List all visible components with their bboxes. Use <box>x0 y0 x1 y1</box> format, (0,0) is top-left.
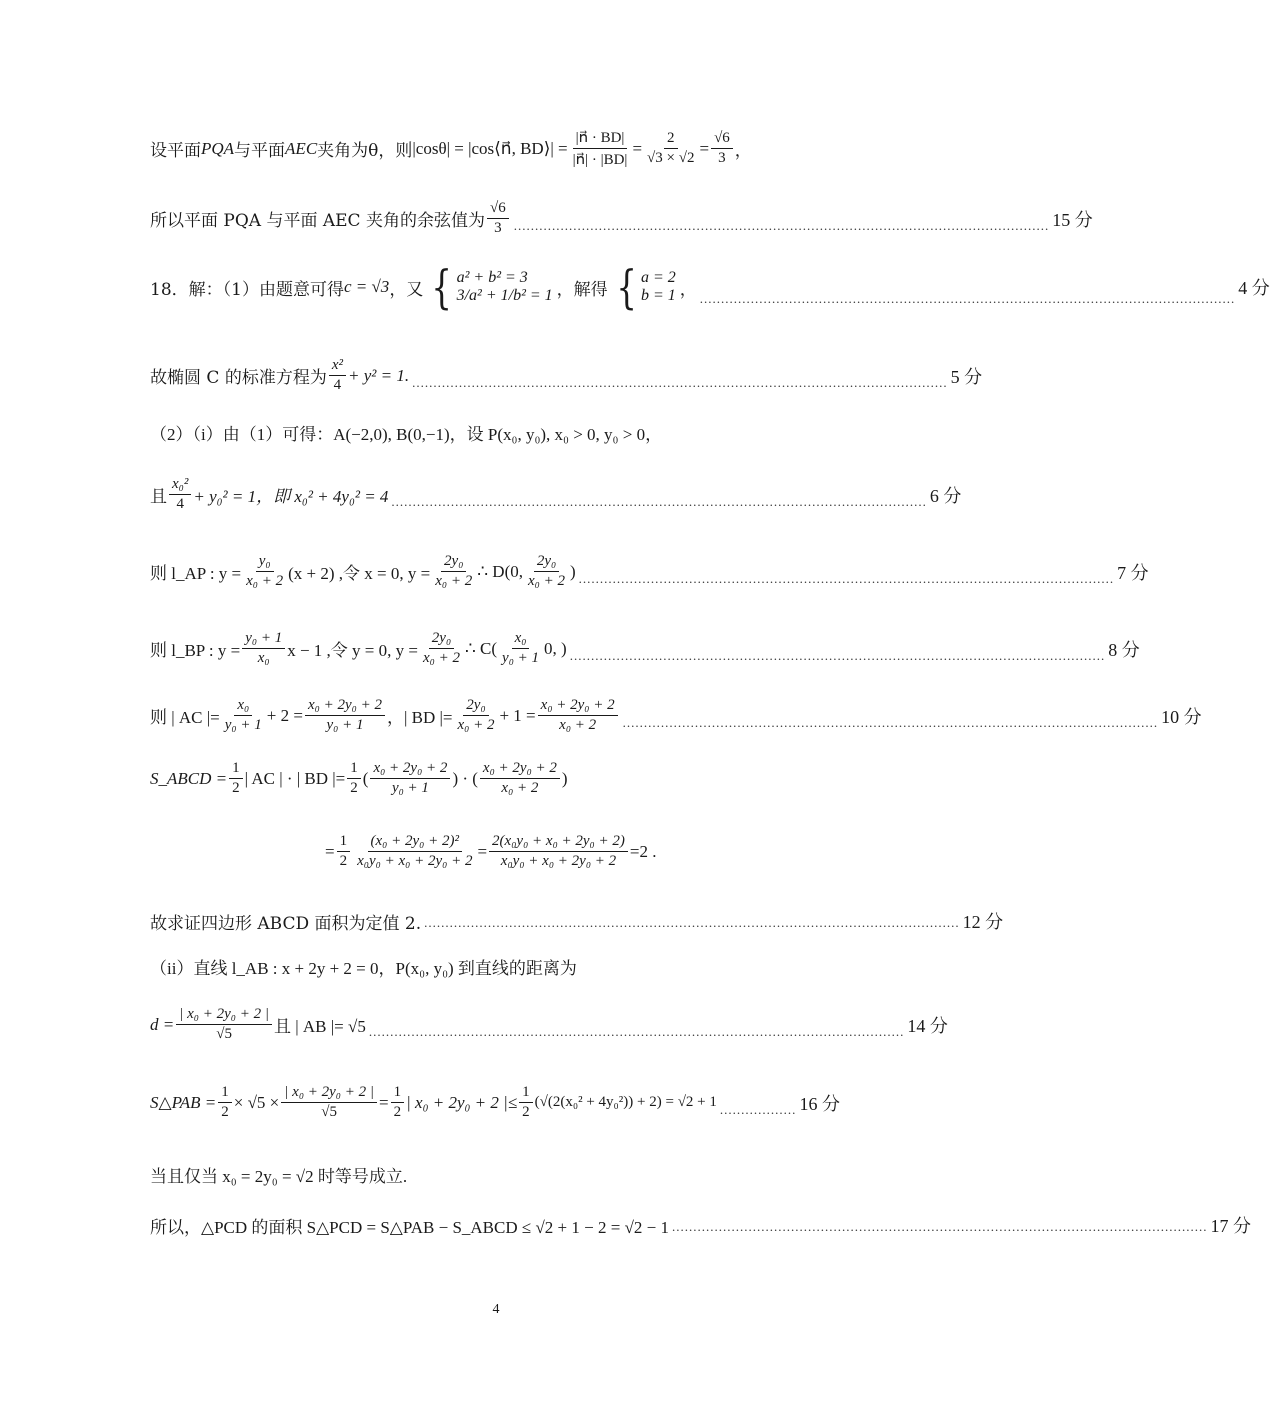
fraction: $\frac{1}{2}$ <box>218 1084 232 1121</box>
solution-system: { a = 2 b = 1 <box>616 260 676 314</box>
leader-dots: .............................................................................................................................. <box>513 218 1050 233</box>
text: = <box>379 1092 389 1112</box>
text: 所以，△PCD 的面积 S△PCD = S△PAB − S_ABCD ≤ √2 + 1 − 2 = √2 − 1 <box>150 1217 669 1237</box>
leader-dots: .............................................................................................................................. <box>412 375 948 390</box>
text: ，| BD |= <box>386 708 453 727</box>
text: 夹角为θ，则 <box>317 141 413 161</box>
leader-dots: .............................................................................................................................. <box>569 648 1106 663</box>
fraction: $\frac{1}{2}$ <box>347 760 361 797</box>
text: ∴ D(0, <box>477 561 523 581</box>
leader-dots: .................. <box>719 1102 797 1117</box>
fraction: $\frac{1}{2}$ <box>337 833 351 870</box>
leader-dots: .............................................................................................................................. <box>391 494 927 509</box>
fraction: x₀ + 2y₀ + 2 x₀ + 2 <box>480 760 560 797</box>
fraction: $\frac{\text{2(x₀y₀ + x₀ + 2y₀ + 2)}}{\text{x₀y₀ + x₀ + 2y₀ + 2}}$ <box>489 833 628 870</box>
comma: ， <box>679 279 697 300</box>
cos-expr: |cosθ| = |cos⟨n⃗, BD⟩| = <box>412 138 568 158</box>
text: = <box>325 841 335 861</box>
equals: = <box>699 138 710 158</box>
fraction: $\frac{1}{2}$ <box>229 760 243 797</box>
text: ( <box>362 768 369 788</box>
fraction: $\frac{√6}{3}$ <box>711 130 733 167</box>
text: | AC | · | BD |= <box>244 768 346 788</box>
text: 与平面 <box>234 141 286 161</box>
text: + 1 = <box>499 705 536 725</box>
fraction: $\frac{2}{√3 \times √2}$ <box>647 130 695 166</box>
text: ，又 <box>389 279 424 300</box>
line-cos-result <box>150 200 1093 237</box>
text: x − 1 ,令 y = 0, y = <box>287 641 418 660</box>
text: 且 | AB |= √5 <box>273 1017 366 1036</box>
fraction: $\frac{1}{2}$ <box>391 1084 405 1121</box>
fraction: $\frac{|n⃗ \cdot BD|}{|n⃗| \cdot |BD|}$ <box>572 130 628 168</box>
line-ellipse-eq <box>150 357 983 394</box>
text: ) · ( <box>452 768 478 788</box>
score: 8 分 <box>1108 639 1140 660</box>
fraction: $\frac{\text{2y₀}}{\text{x₀ + 2}}$ <box>435 553 473 589</box>
text: S△PAB = <box>150 1092 217 1112</box>
text: ，解得 <box>556 279 608 300</box>
fraction: $\frac{\text{| x₀ + 2y₀ + 2 |}}{√5}$ <box>281 1084 377 1121</box>
line-area-conclusion <box>150 908 1004 934</box>
text: = <box>477 841 488 861</box>
score: 10 分 <box>1161 706 1202 727</box>
fraction: $\frac{\text{x₀ + 2y₀ + 2}}{\text{y₀ + 1}}$ <box>305 697 385 734</box>
text: 当且仅当 x₀ = 2y₀ = √2 时等号成立. <box>150 1167 408 1186</box>
equation-tail: + y² = 1. <box>347 365 410 385</box>
fraction: $\frac{\text{x₀}}{\text{y₀ + 1}}$ <box>224 697 262 733</box>
score: 4 分 <box>1238 278 1270 298</box>
comma: ， <box>734 141 752 161</box>
fraction: $\frac{\text{| x₀ + 2y₀ + 2 |}}{√5}$ <box>176 1006 272 1043</box>
text: 则 | AC |= <box>150 708 220 727</box>
text: (√(2(x₀² + 4y₀²)) + 2) = √2 + 1 <box>534 1094 717 1110</box>
leader-dots: .............................................................................................................................. <box>671 1219 1208 1234</box>
text: ) <box>561 768 568 788</box>
text: 设平面 <box>150 141 201 161</box>
fraction: x₀² 4 <box>169 476 191 513</box>
score: 5 分 <box>950 366 983 387</box>
score: 16 分 <box>799 1093 840 1114</box>
line-lap <box>150 553 1149 590</box>
fraction: $\frac{\text{y₀}}{\text{x₀ + 2}}$ <box>246 553 284 589</box>
fraction: √6 3 <box>487 200 509 237</box>
line-area-abcd <box>150 760 840 797</box>
leader-dots: .............................................................................................................................. <box>424 915 960 930</box>
text: + 2 = <box>266 705 303 725</box>
text: ∴ C( <box>464 638 498 658</box>
line-lbp <box>150 630 1140 667</box>
fraction: x² 4 <box>329 357 346 394</box>
line-angle-cos <box>150 128 840 169</box>
leader-dots: .............................................................................................................................. <box>578 571 1115 586</box>
fraction: $\frac{1}{2}$ <box>519 1084 533 1121</box>
text: ) <box>570 561 576 581</box>
fraction: x₀ + 2y₀ + 2 y₀ + 1 <box>370 760 450 797</box>
fraction: $\frac{\text{2y₀}}{\text{x₀ + 2}}$ <box>422 630 460 666</box>
text: S_ABCD = <box>150 768 228 788</box>
line-part-ii <box>150 954 840 979</box>
line-area-calc <box>325 833 825 870</box>
line-area-pab <box>150 1084 840 1121</box>
text: 故椭圆 C 的标准方程为 <box>150 368 327 388</box>
line-q18 <box>150 260 1270 314</box>
page-number: 4 <box>492 1302 500 1317</box>
fraction: x₀ y₀ + 1 <box>502 630 540 666</box>
fraction: $\frac{\text{x₀ + 2y₀ + 2}}{\text{x₀ + 2}}$ <box>538 697 618 734</box>
text: 且 <box>150 487 167 507</box>
leader-dots: .............................................................................................................................. <box>699 291 1236 306</box>
text: | x₀ + 2y₀ + 2 |≤ <box>406 1092 518 1112</box>
line-ellipse-point <box>150 476 962 513</box>
line-part2 <box>150 420 840 445</box>
equals: = <box>632 138 643 158</box>
line-equality <box>150 1162 840 1187</box>
line-distance <box>150 1006 948 1043</box>
score: 7 分 <box>1117 562 1149 583</box>
plane-pqa: PQA <box>201 138 235 158</box>
leader-dots: .............................................................................................................................. <box>368 1024 905 1039</box>
c-value: c = √3 <box>343 277 390 296</box>
score: 14 分 <box>907 1015 948 1036</box>
fraction: 2y₀ x₀ + 2 <box>528 553 565 589</box>
leader-dots: .............................................................................................................................. <box>622 715 1159 730</box>
text: 则 l_BP : y = <box>150 641 241 660</box>
text: × √5 × <box>233 1092 280 1112</box>
text: 18．解：（1）由题意可得 <box>150 279 344 300</box>
score: 17 分 <box>1210 1216 1251 1236</box>
line-area-pcd <box>150 1212 1251 1238</box>
fraction: $\frac{\text{(x₀ + 2y₀ + 2)²}}{\text{x₀y₀ + x₀ + 2y₀ + 2}}$ <box>357 833 473 869</box>
text: 0, ) <box>544 638 567 658</box>
text: （ii）直线 l_AB : x + 2y + 2 = 0，P(x₀, y₀) 到直线的距离为 <box>150 959 577 978</box>
equation-tail: + y₀² = 1，即 x₀² + 4y₀² = 4 <box>193 487 389 506</box>
line-ac-bd <box>150 697 1202 734</box>
text: (x + 2) ,令 x = 0, y = <box>288 564 431 583</box>
equation-system: { a² + b² = 3 3/a² + 1/b² = 1 <box>431 260 553 314</box>
text: d = <box>150 1014 175 1034</box>
text: 故求证四边形 ABCD 面积为定值 2. <box>150 913 422 934</box>
plane-aec: AEC <box>285 138 318 158</box>
fraction: $\frac{\text{2y₀}}{\text{x₀ + 2}}$ <box>457 697 495 733</box>
score: 15 分 <box>1052 209 1093 230</box>
score: 6 分 <box>929 485 962 506</box>
text: 则 l_AP : y = <box>150 564 242 583</box>
fraction: $\frac{\text{y₀ + 1}}{\text{x₀}}$ <box>242 630 285 667</box>
text: =2 . <box>629 841 657 861</box>
text: （2）（i）由（1）可得：A(−2,0), B(0,−1)，设 P(x₀, y₀), x₀ > 0, y₀ > 0， <box>150 425 663 444</box>
score: 12 分 <box>962 912 1004 932</box>
text: 所以平面 PQA 与平面 AEC 夹角的余弦值为 <box>150 211 485 231</box>
